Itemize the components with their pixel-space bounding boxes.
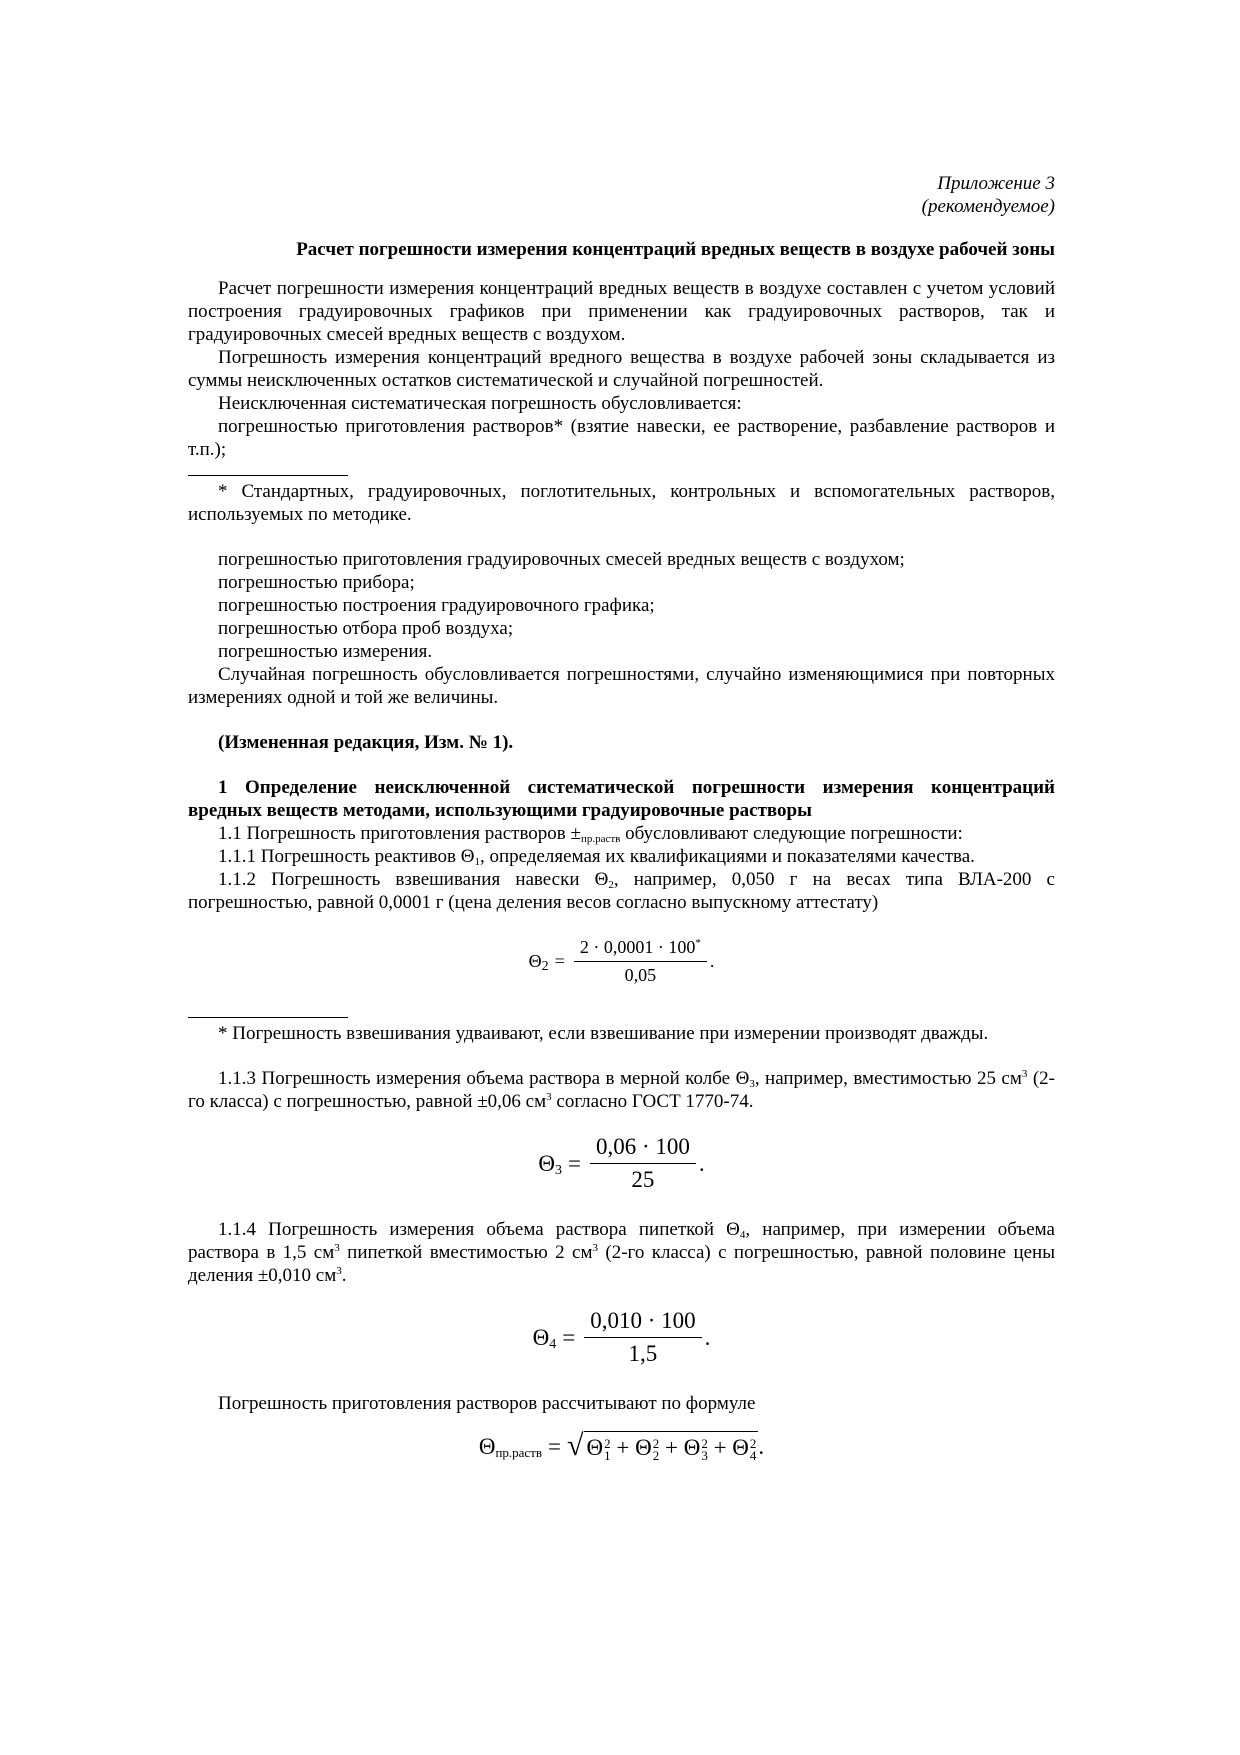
document-body <box>188 172 1055 1462</box>
paragraph-1-1-1: 1.1.1 Погрешность реактивов $\Theta_1$, определяемая их квалификациями и показателями качества. <box>218 846 975 868</box>
paragraph-1-1: 1.1 Погрешность приготовления растворов $\pm_{пр.раств}$ обусловливают следующие погрешности: <box>218 823 963 845</box>
square-root: √ Θ 2 1 + Θ 2 2 + Θ 2 3 + Θ 2 4 <box>567 1429 757 1463</box>
paragraph-1-1-3: 1.1.3 Погрешность измерения объема раствора в мерной колбе $\Theta_3$, например, вместимостью 25 $см^3$ (2-го класса) с погрешностью, равной ±0,06 $см^3$ согласно ГОСТ 1770-74. <box>188 1068 1055 1112</box>
list-item: погрешностью измерения. <box>218 641 433 662</box>
footnote-2: * Погрешность взвешивания удваивают, если взвешивание при измерении производят дважды. <box>218 1023 989 1044</box>
list-item: погрешностью приготовления градуировочных смесей вредных веществ с воздухом; <box>218 549 905 570</box>
amendment-note: (Измененная редакция, Изм. № 1). <box>218 732 514 753</box>
document-title: Расчет погрешности измерения концентраций вредных веществ в воздухе рабочей зоны <box>296 239 1055 260</box>
formula-theta-total: $\Theta_{пр.раств}$ = √ Θ 2 1 + Θ 2 2 + Θ 2 3 + Θ 2 4 . <box>478 1429 765 1463</box>
intro-paragraph-2: Погрешность измерения концентраций вредного вещества в воздухе рабочей зоны складывается из суммы неисключенных остатков систематической и случайной погрешностей. <box>188 347 1055 391</box>
footnote-1: * Стандартных, градуировочных, поглотительных, контрольных и вспомогательных растворов, используемых по методике. <box>188 481 1055 525</box>
formula-intro-text: Погрешность приготовления растворов рассчитывают по формуле <box>218 1393 756 1414</box>
recommended-label: (рекомендуемое) <box>921 196 1055 217</box>
formula-theta-2: $\Theta_2$ = $\frac{2 \cdot 0,0001 \cdot 100^*}{0,05}$ . <box>528 937 715 985</box>
intro-paragraph-1: Расчет погрешности измерения концентраций вредных веществ в воздухе составлен с учетом условий построения градуировочных графиков при применении как градуировочных растворов, так и градуировочных смесей вредных веществ с воздухом. <box>188 278 1055 345</box>
list-item: погрешностью прибора; <box>218 572 415 593</box>
intro-paragraph-3: Неисключенная систематическая погрешность обусловливается: <box>218 393 742 414</box>
formula-theta-3: $\Theta_3$ = $\frac{0,06 \cdot 100}{25}$ . <box>538 1134 705 1192</box>
fraction: $\frac{2 \cdot 0,0001 \cdot 100^*}{0,05}$ <box>574 936 707 987</box>
list-item: погрешностью отбора проб воздуха; <box>218 618 514 639</box>
fraction: $\frac{0,010 \cdot 100}{1,5}$ <box>584 1307 701 1368</box>
footnote-rule-2 <box>188 1017 348 1018</box>
appendix-label: Приложение 3 <box>937 173 1055 194</box>
random-error-paragraph: Случайная погрешность обусловливается погрешностями, случайно изменяющимися при повторных измерениях одной и той же величины. <box>188 664 1055 708</box>
intro-paragraph-4: погрешностью приготовления растворов* (взятие навески, ее растворение, разбавление растворов и т.п.); <box>188 416 1055 460</box>
formula-theta-4: $\Theta_4$ = $\frac{0,010 \cdot 100}{1,5}$ . <box>532 1308 711 1366</box>
list-item: погрешностью построения градуировочного графика; <box>218 595 655 616</box>
paragraph-1-1-2: 1.1.2 Погрешность взвешивания навески $\Theta_2$, например, 0,050 г на весах типа ВЛА-200 с погрешностью, равной 0,0001 г (цена деления весов согласно выпускному аттестату) <box>188 869 1055 913</box>
footnote-rule-1 <box>188 475 348 476</box>
paragraph-1-1-4: 1.1.4 Погрешность измерения объема раствора пипеткой $\Theta_4$, например, при измерении объема раствора в 1,5 $см^3$ пипеткой вместимостью 2 $см^3$ (2-го класса) с погрешностью, равной половине цены деления ±0,010 $см^3$. <box>188 1219 1055 1286</box>
section-1-heading: 1 Определение неисключенной систематической погрешности измерения концентраций вредных веществ методами, использующими градуировочные растворы <box>188 777 1055 821</box>
fraction: $\frac{0,06 \cdot 100}{25}$ <box>590 1133 696 1194</box>
